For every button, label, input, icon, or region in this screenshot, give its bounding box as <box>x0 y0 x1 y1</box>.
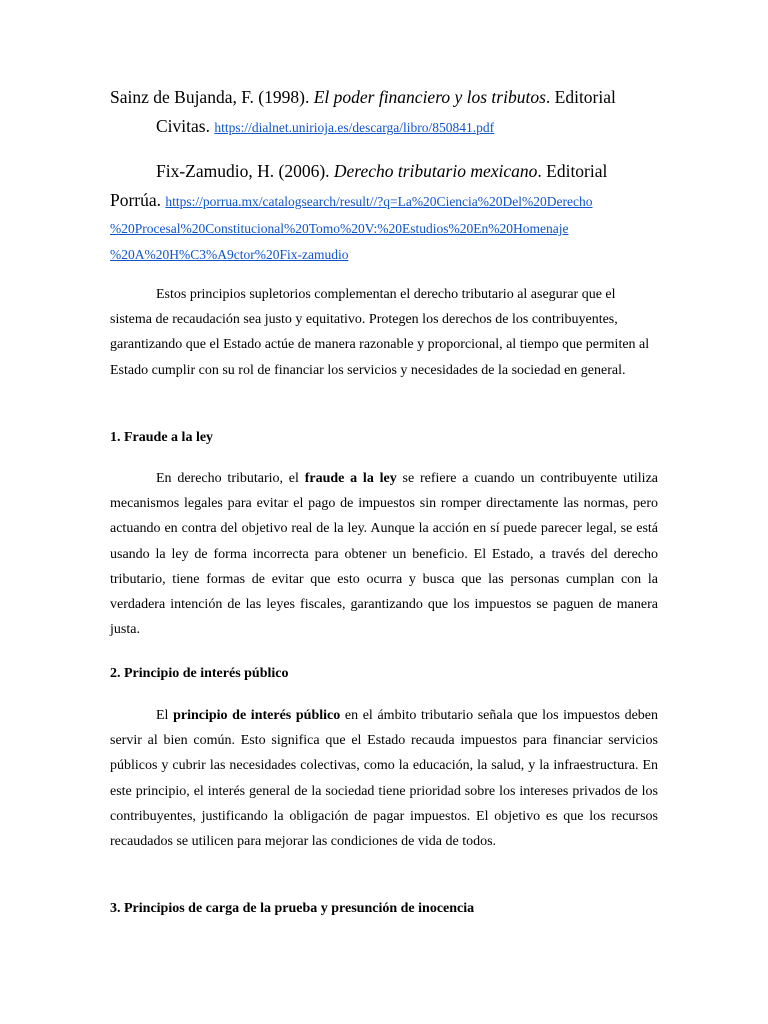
paragraph-text: en el ámbito tributario señala que los impuestos deben servir al bien común. Esto significa que el Estado recauda impuestos para financiar servicios públicos y cubrir las necesidades colectivas, como la educación, la salud, y la infraestructura. En este principio, el interés general de la sociedad tiene prioridad sobre los intereses privados de los contribuyentes, justificando la obligación de pagar impuestos. El objetivo es que los recursos recaudados se utilicen para mejorar las condiciones de vida de todos. <box>110 708 658 850</box>
section-paragraph-interes-publico <box>110 703 658 854</box>
reference-link[interactable]: https://dialnet.unirioja.es/descarga/libro/850841.pdf <box>214 120 495 135</box>
reference-sainz <box>110 83 704 142</box>
paragraph-bold-term: fraude a la ley <box>304 471 397 486</box>
paragraph-text: El <box>156 708 174 723</box>
intro-paragraph: Estos principios supletorios complementan el derecho tributario al asegurar que el sistema de recaudación sea justo y equitativo. Protegen los derechos de los contribuyentes, garantizando que el Estado actúe de manera razonable y proporcional, al tiempo que permiten al Estado cumplir con su rol de financiar los servicios y necesidades de la sociedad en general. <box>110 287 650 378</box>
reference-link-continued[interactable]: %20Procesal%20Constitucional%20Tomo%20V:%20Estudios%20En%20Homenaje <box>110 221 569 236</box>
section-paragraph-fraude <box>110 466 658 642</box>
reference-publisher: Civitas. <box>156 116 215 136</box>
paragraph-bold-term: principio de interés público <box>173 708 341 723</box>
reference-publisher-prefix: . Editorial <box>545 87 616 107</box>
section-heading-carga-prueba: 3. Principios de carga de la prueba y presunción de inocencia <box>110 901 475 916</box>
paragraph-text: En derecho tributario, el <box>156 471 305 486</box>
reference-publisher-line <box>110 186 658 216</box>
section-heading-interes-publico: 2. Principio de interés público <box>110 666 289 681</box>
reference-publisher: Porrúa. <box>110 190 166 210</box>
reference-publisher-prefix: . Editorial <box>537 161 608 181</box>
reference-link-continued[interactable]: %20A%20H%C3%A9ctor%20Fix-zamudio <box>110 246 349 262</box>
reference-title: El poder financiero y los tributos <box>313 87 546 107</box>
reference-authors: Sainz de Bujanda, F. (1998). <box>110 87 314 107</box>
paragraph-text: se refiere a cuando un contribuyente utiliza mecanismos legales para evitar el pago de impuestos sin romper directamente las normas, pero actuando en contra del objetivo real de la ley. Aunque la acción en sí puede parecer legal, se está usando la ley de forma incorrecta para obtener un beneficio. El Estado, a través del derecho tributario, tiene formas de evitar que esto ocurra y busca que las personas cumplan con la verdadera intención de las leyes fiscales, garantizando que los impuestos se paguen de manera justa. <box>110 471 658 638</box>
reference-link[interactable]: https://porrua.mx/catalogsearch/result//?q=La%20Ciencia%20Del%20Derecho <box>165 194 593 209</box>
reference-title: Derecho tributario mexicano <box>333 161 538 181</box>
section-heading-fraude: 1. Fraude a la ley <box>110 430 214 445</box>
reference-fix-zamudio <box>110 157 658 267</box>
reference-authors: Fix-Zamudio, H. (2006). <box>156 161 334 181</box>
